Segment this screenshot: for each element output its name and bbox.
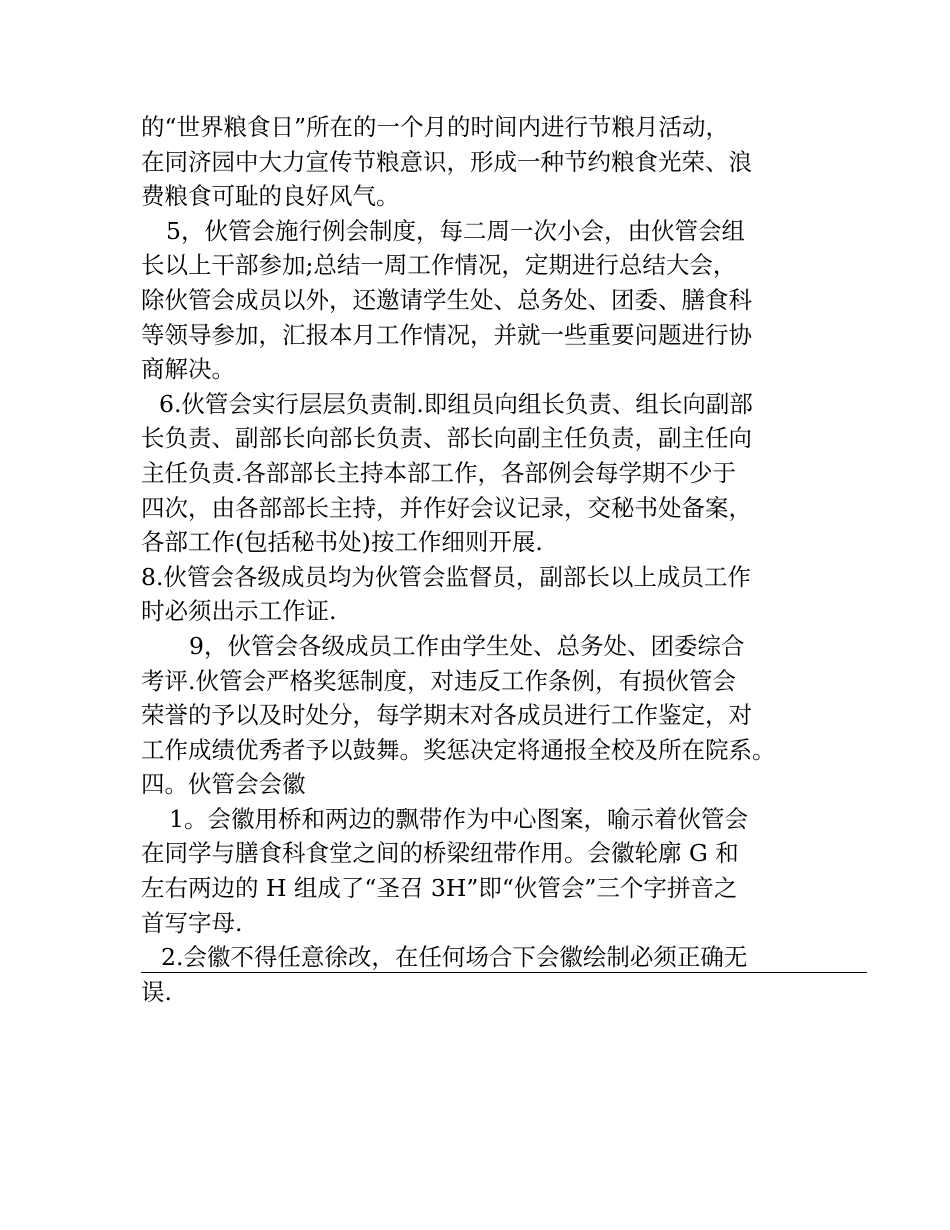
text-line: 除伙管会成员以外，还邀请学生处、总务处、团委、膳食科 [141, 285, 752, 314]
text-line: 长以上干部参加;总结一周工作情况，定期进行总结大会， [141, 251, 737, 280]
text-line: 商解决。 [141, 355, 235, 384]
text-line: 6.伙管会实行层层负责制.即组员向组长负责、组长向副部 [159, 389, 753, 418]
text-line: 费粮食可耻的良好风气。 [141, 182, 400, 211]
text-line: 主任负责.各部部长主持本部工作，各部例会每学期不少于 [141, 458, 736, 487]
text-line: 左右两边的 H 组成了“圣召 3H”即“伙管会”三个字拼音之 [141, 874, 738, 903]
text-line: 5，伙管会施行例会制度，每二周一次小会，由伙管会组 [166, 216, 745, 245]
text-line: 1。会徽用桥和两边的飘带作为中心图案，喻示着伙管会 [169, 804, 748, 833]
text-line: 各部工作(包括秘书处)按工作细则开展. [141, 528, 543, 557]
text-line: 长负责、副部长向部长负责、部长向副主任负责，副主任向 [141, 424, 752, 453]
document-body [141, 110, 881, 1009]
text-line: 首写字母. [141, 908, 243, 937]
text-line: 在同学与膳食科食堂之间的桥梁纽带作用。会徽轮廓 G 和 [141, 839, 739, 868]
text-line: 四次，由各部部长主持，并作好会议记录，交秘书处备案， [141, 493, 752, 522]
text-line: 考评.伙管会严格奖惩制度，对违反工作条例，有损伙管会 [141, 666, 736, 695]
text-line: 2.会徽不得任意徐改，在任何场合下会徽绘制必须正确无 [161, 943, 748, 972]
text-line: 8.伙管会各级成员均为伙管会监督员，副部长以上成员工作 [141, 562, 751, 591]
text-line: 误. [141, 977, 172, 1006]
text-line: 等领导参加，汇报本月工作情况，并就一些重要问题进行协 [141, 320, 752, 349]
text-line: 在同济园中大力宣传节粮意识，形成一种节约粮食光荣、浪 [141, 147, 752, 176]
text-line: 的“世界粮食日”所在的一个月的时间内进行节粮月活动， [141, 113, 730, 141]
text-line: 工作成绩优秀者予以鼓舞。奖惩决定将通报全校及所在院系。 [141, 735, 776, 764]
text-line: 9，伙管会各级成员工作由学生处、总务处、团委综合 [189, 631, 745, 660]
horizontal-rule [141, 972, 867, 973]
text-line: 时必须出示工作证. [141, 597, 337, 626]
section-heading: 四。伙管会会徽 [141, 770, 306, 799]
text-line: 荣誉的予以及时处分，每学期末对各成员进行工作鉴定，对 [141, 701, 752, 730]
